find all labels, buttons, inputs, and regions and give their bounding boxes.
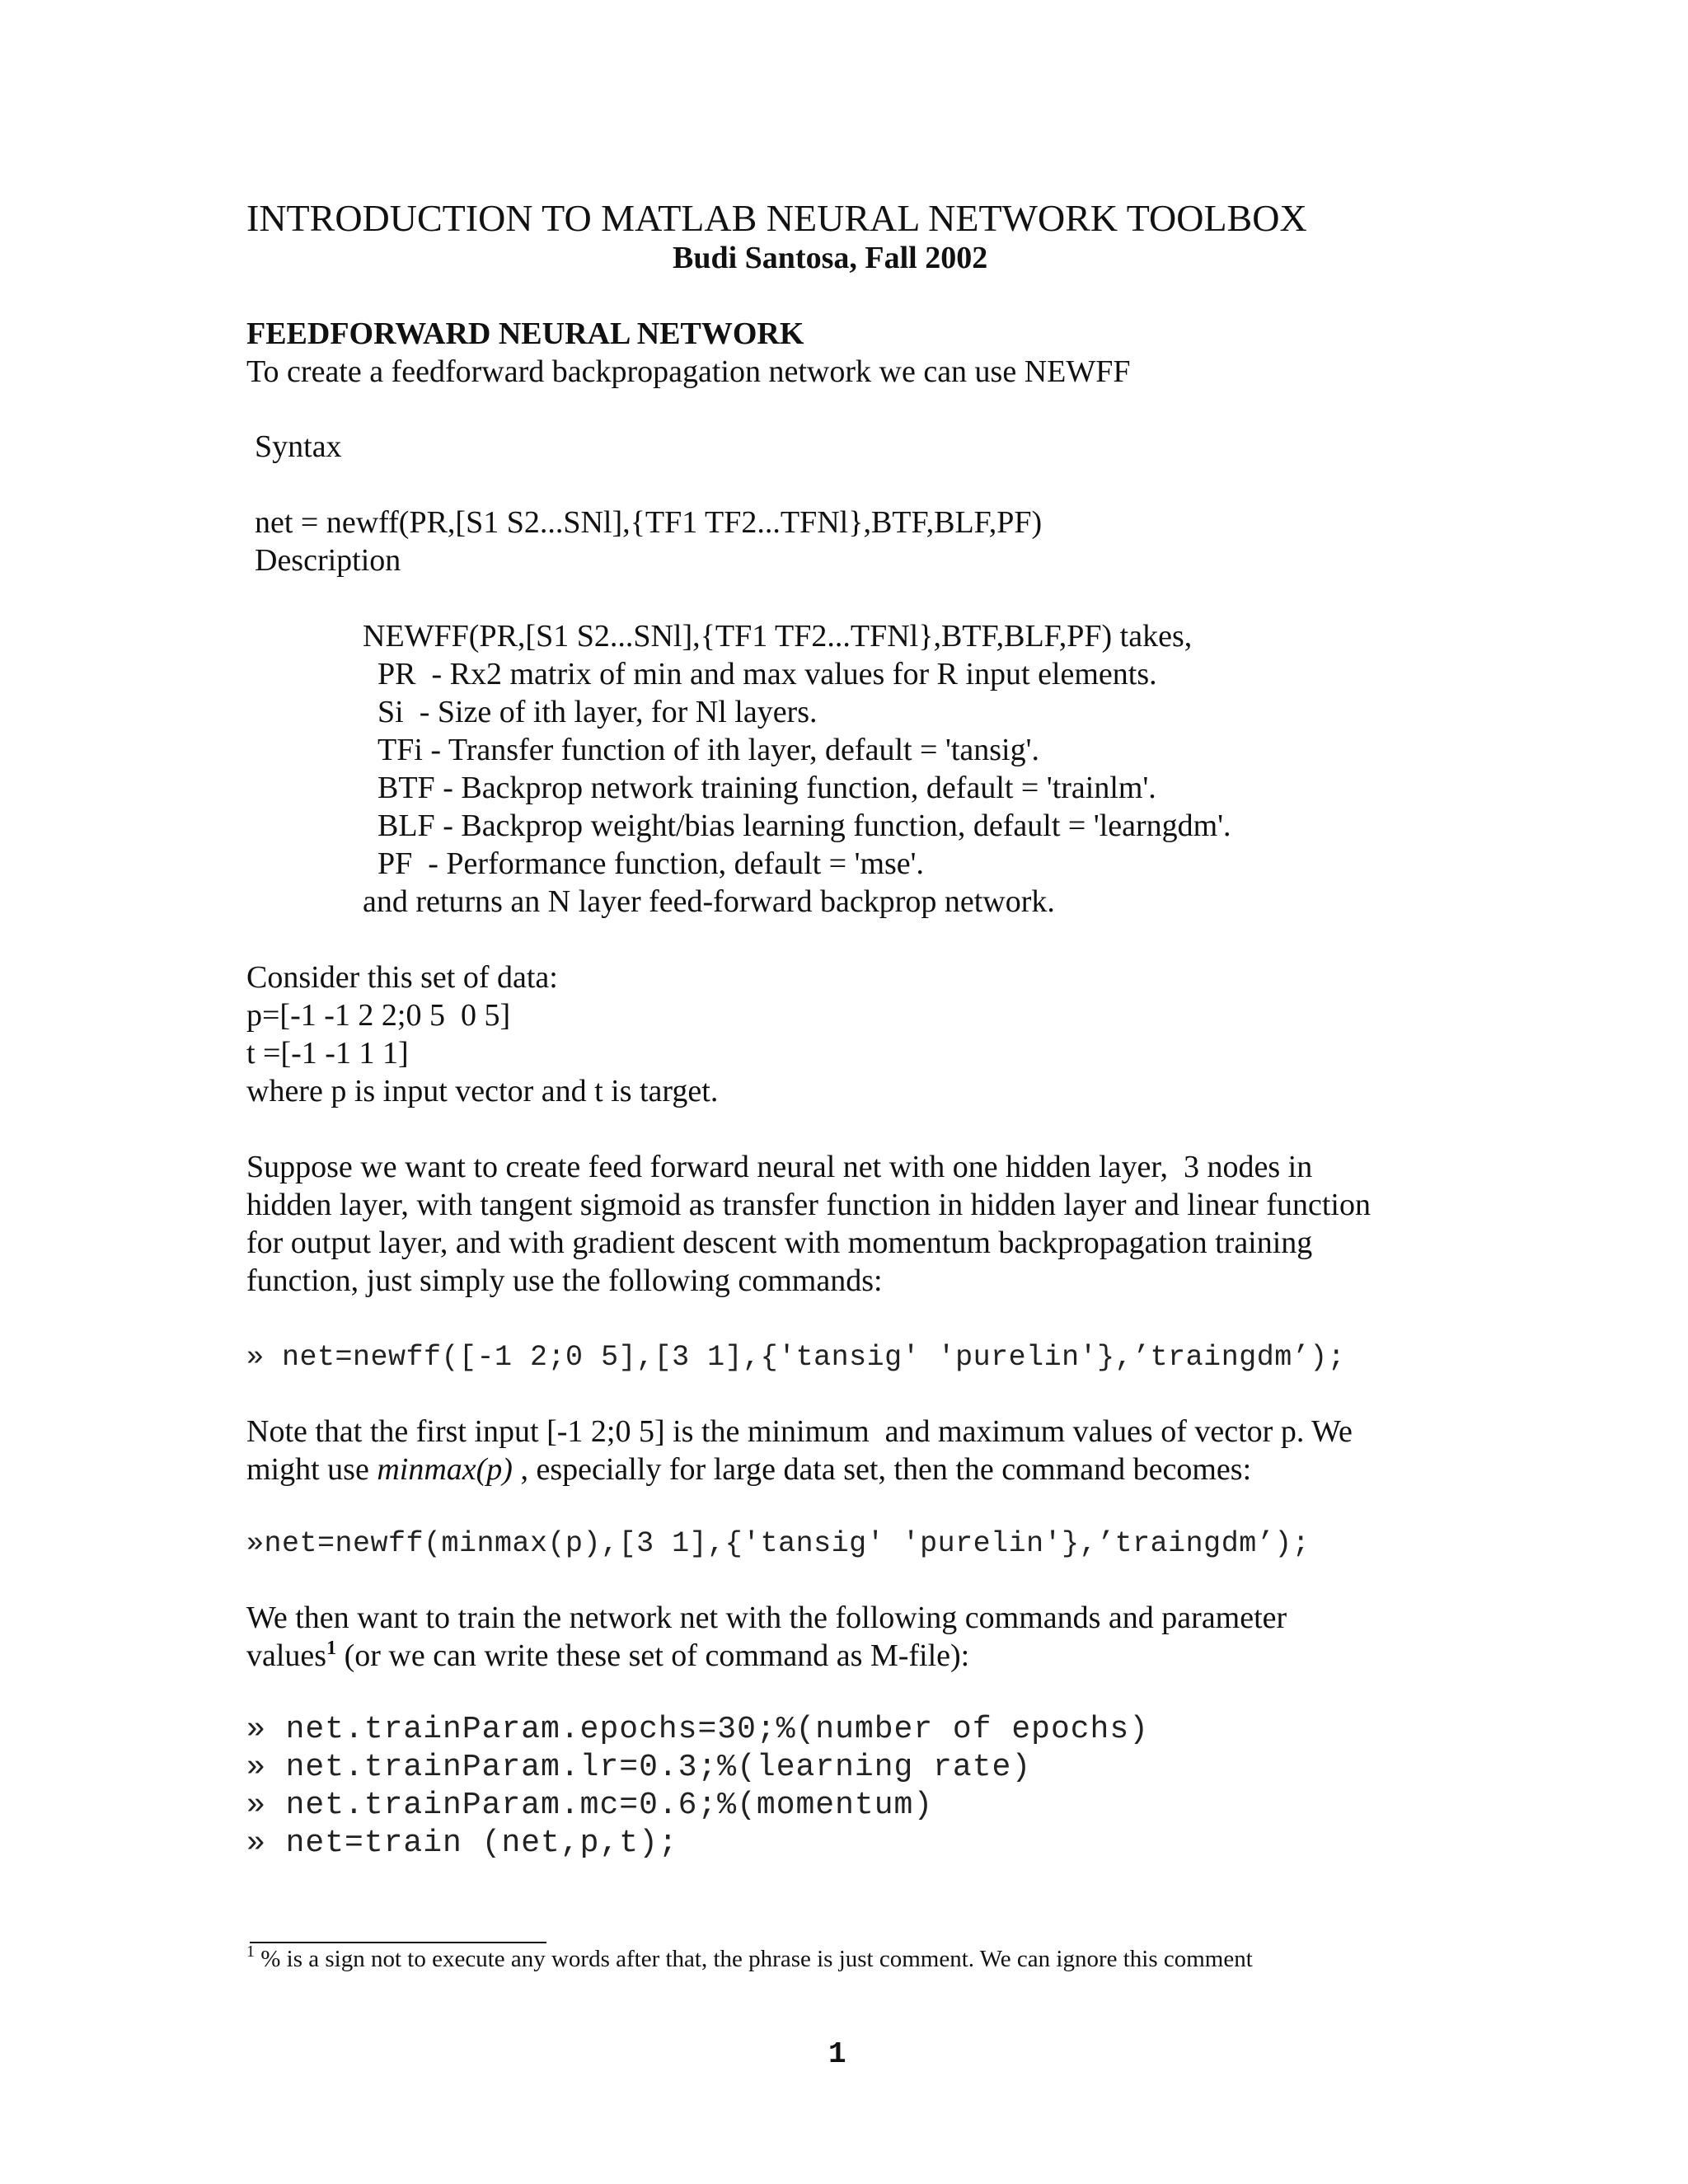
paragraph-line: We then want to train the network net with the following commands and parameter [246,1601,1287,1635]
text-run: , especially for large data set, then the command becomes: [512,1452,1252,1487]
section-heading: FEEDFORWARD NEURAL NETWORK [246,316,804,351]
description-line: NEWFF(PR,[S1 S2...SNl],{TF1 TF2...TFNl},BTF,BLF,PF) takes, [363,619,1193,654]
code-line: » net=newff([-1 2;0 5],[3 1],{'tansig' 'purelin'},’traingdm’); [246,1341,1346,1374]
page-number: 1 [828,2037,846,2071]
paragraph-line: Note that the first input [-1 2;0 5] is the minimum and maximum values of vector p. We [246,1414,1353,1449]
paragraph-line: hidden layer, with tangent sigmoid as transfer function in hidden layer and linear function [246,1188,1371,1222]
footnote-separator [250,1942,546,1943]
footnote-text: % is a sign not to execute any words after that, the phrase is just comment. We can ignore this comment [255,1946,1253,1972]
description-line: TFi - Transfer function of ith layer, default = 'tansig'. [377,733,1039,767]
page-title: INTRODUCTION TO MATLAB NEURAL NETWORK TOOLBOX [246,197,1307,239]
code-line: » net=train (net,p,t); [246,1825,678,1861]
description-line: BLF - Backprop weight/bias learning function, default = 'learngdm'. [377,808,1231,843]
author-line: Budi Santosa, Fall 2002 [673,241,988,275]
code-line: »net=newff(minmax(p),[3 1],{'tansig' 'purelin'},’traingdm’); [246,1527,1311,1560]
footnote-mark: 1 [246,1943,255,1961]
intro-text: To create a feedforward backpropagation network we can use NEWFF [246,354,1131,389]
text-run: might use [246,1452,377,1487]
paragraph-line [246,1454,1251,1485]
description-line: PR - Rx2 matrix of min and max values for R input elements. [377,657,1157,691]
description-label: Description [255,543,401,578]
code-line: » net.trainParam.mc=0.6;%(momentum) [246,1788,934,1823]
description-line: Si - Size of ith layer, for Nl layers. [377,695,818,729]
paragraph-line: function, just simply use the following commands: [246,1263,883,1298]
description-line: and returns an N layer feed-forward backprop network. [363,884,1055,919]
paragraph-line: Suppose we want to create feed forward neural net with one hidden layer, 3 nodes in [246,1150,1313,1184]
data-line: t =[-1 -1 1 1] [246,1036,409,1071]
paragraph-line: for output layer, and with gradient descent with momentum backpropagation training [246,1226,1313,1260]
description-line: BTF - Backprop network training function, default = 'trainlm'. [377,771,1156,805]
text-run: values [246,1638,327,1673]
data-line: p=[-1 -1 2 2;0 5 0 5] [246,998,511,1033]
syntax-line: net = newff(PR,[S1 S2...SNl],{TF1 TF2...TFNl},BTF,BLF,PF) [255,505,1043,540]
footnote [246,1943,1253,1972]
data-line: where p is input vector and t is target. [246,1074,719,1108]
code-line: » net.trainParam.lr=0.3;%(learning rate) [246,1750,1032,1785]
code-line: » net.trainParam.epochs=30;%(number of epochs) [246,1712,1149,1747]
text-run: (or we can write these set of command as M-file): [336,1638,970,1673]
data-line: Consider this set of data: [246,960,558,995]
paragraph-line [246,1640,969,1671]
syntax-label: Syntax [255,429,342,464]
italic-term: minmax(p) [377,1452,513,1487]
footnote-reference: 1 [326,1638,337,1659]
description-line: PF - Performance function, default = 'mse'. [377,846,925,881]
